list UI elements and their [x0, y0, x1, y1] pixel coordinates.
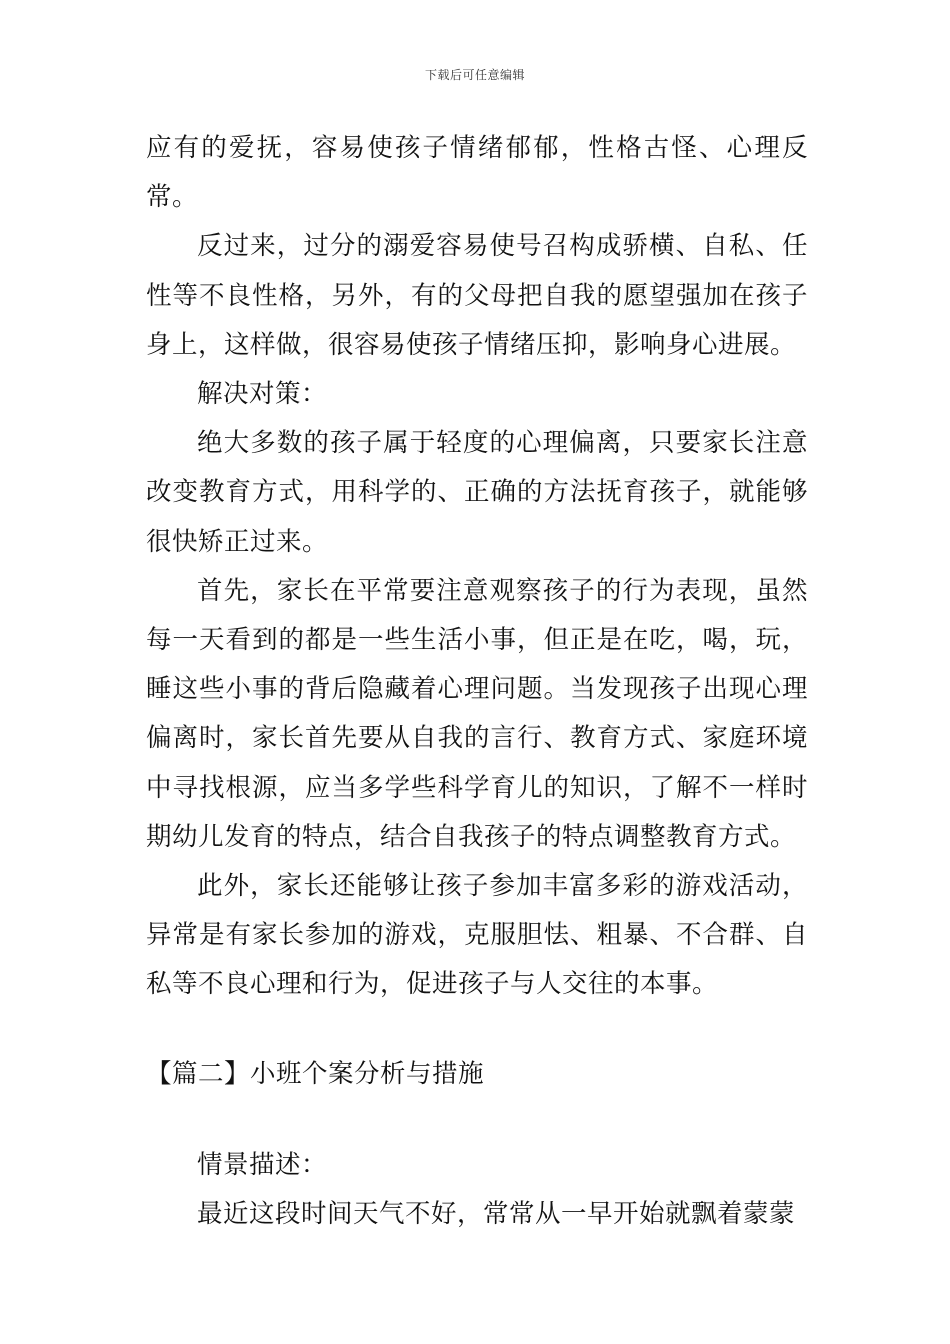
document-body: [146, 124, 808, 1239]
paragraph: 首先，家长在平常要注意观察孩子的行为表现，虽然每一天看到的都是一些生活小事，但正是在吃，喝，玩，睡这些小事的背后隐藏着心理问题。当发现孩子出现心理偏离时，家长首先要从自我的言行、教育方式、家庭环境中寻找根源，应当多学些科学育儿的知识，了解不一样时期幼儿发育的特点，结合自我孩子的特点调整教育方式。: [146, 575, 808, 852]
paragraph-continued: 应有的爱抚，容易使孩子情绪郁郁，性格古怪、心理反常。: [146, 133, 808, 213]
paragraph: 反过来，过分的溺爱容易使号召构成骄横、自私、任性等不良性格，另外，有的父母把自我的愿望强加在孩子身上，这样做，很容易使孩子情绪压抑，影响身心进展。: [146, 231, 808, 360]
section-title: 【篇二】小班个案分析与措施: [146, 1058, 485, 1089]
paragraph: 绝大多数的孩子属于轻度的心理偏离，只要家长注意改变教育方式，用科学的、正确的方法抚育孩子，就能够很快矫正过来。: [146, 428, 808, 557]
subheading-solutions: 解决对策：: [197, 379, 328, 410]
paragraph: 最近这段时间天气不好，常常从一早开始就飘着蒙蒙: [197, 1199, 796, 1230]
page-header: 下载后可任意编辑: [424, 68, 525, 82]
subheading-scenario: 情景描述：: [197, 1149, 328, 1180]
paragraph: 此外，家长还能够让孩子参加丰富多彩的游戏活动，异常是有家长参加的游戏，克服胆怯、粗暴、不合群、自私等不良心理和行为，促进孩子与人交往的本事。: [146, 871, 808, 1000]
